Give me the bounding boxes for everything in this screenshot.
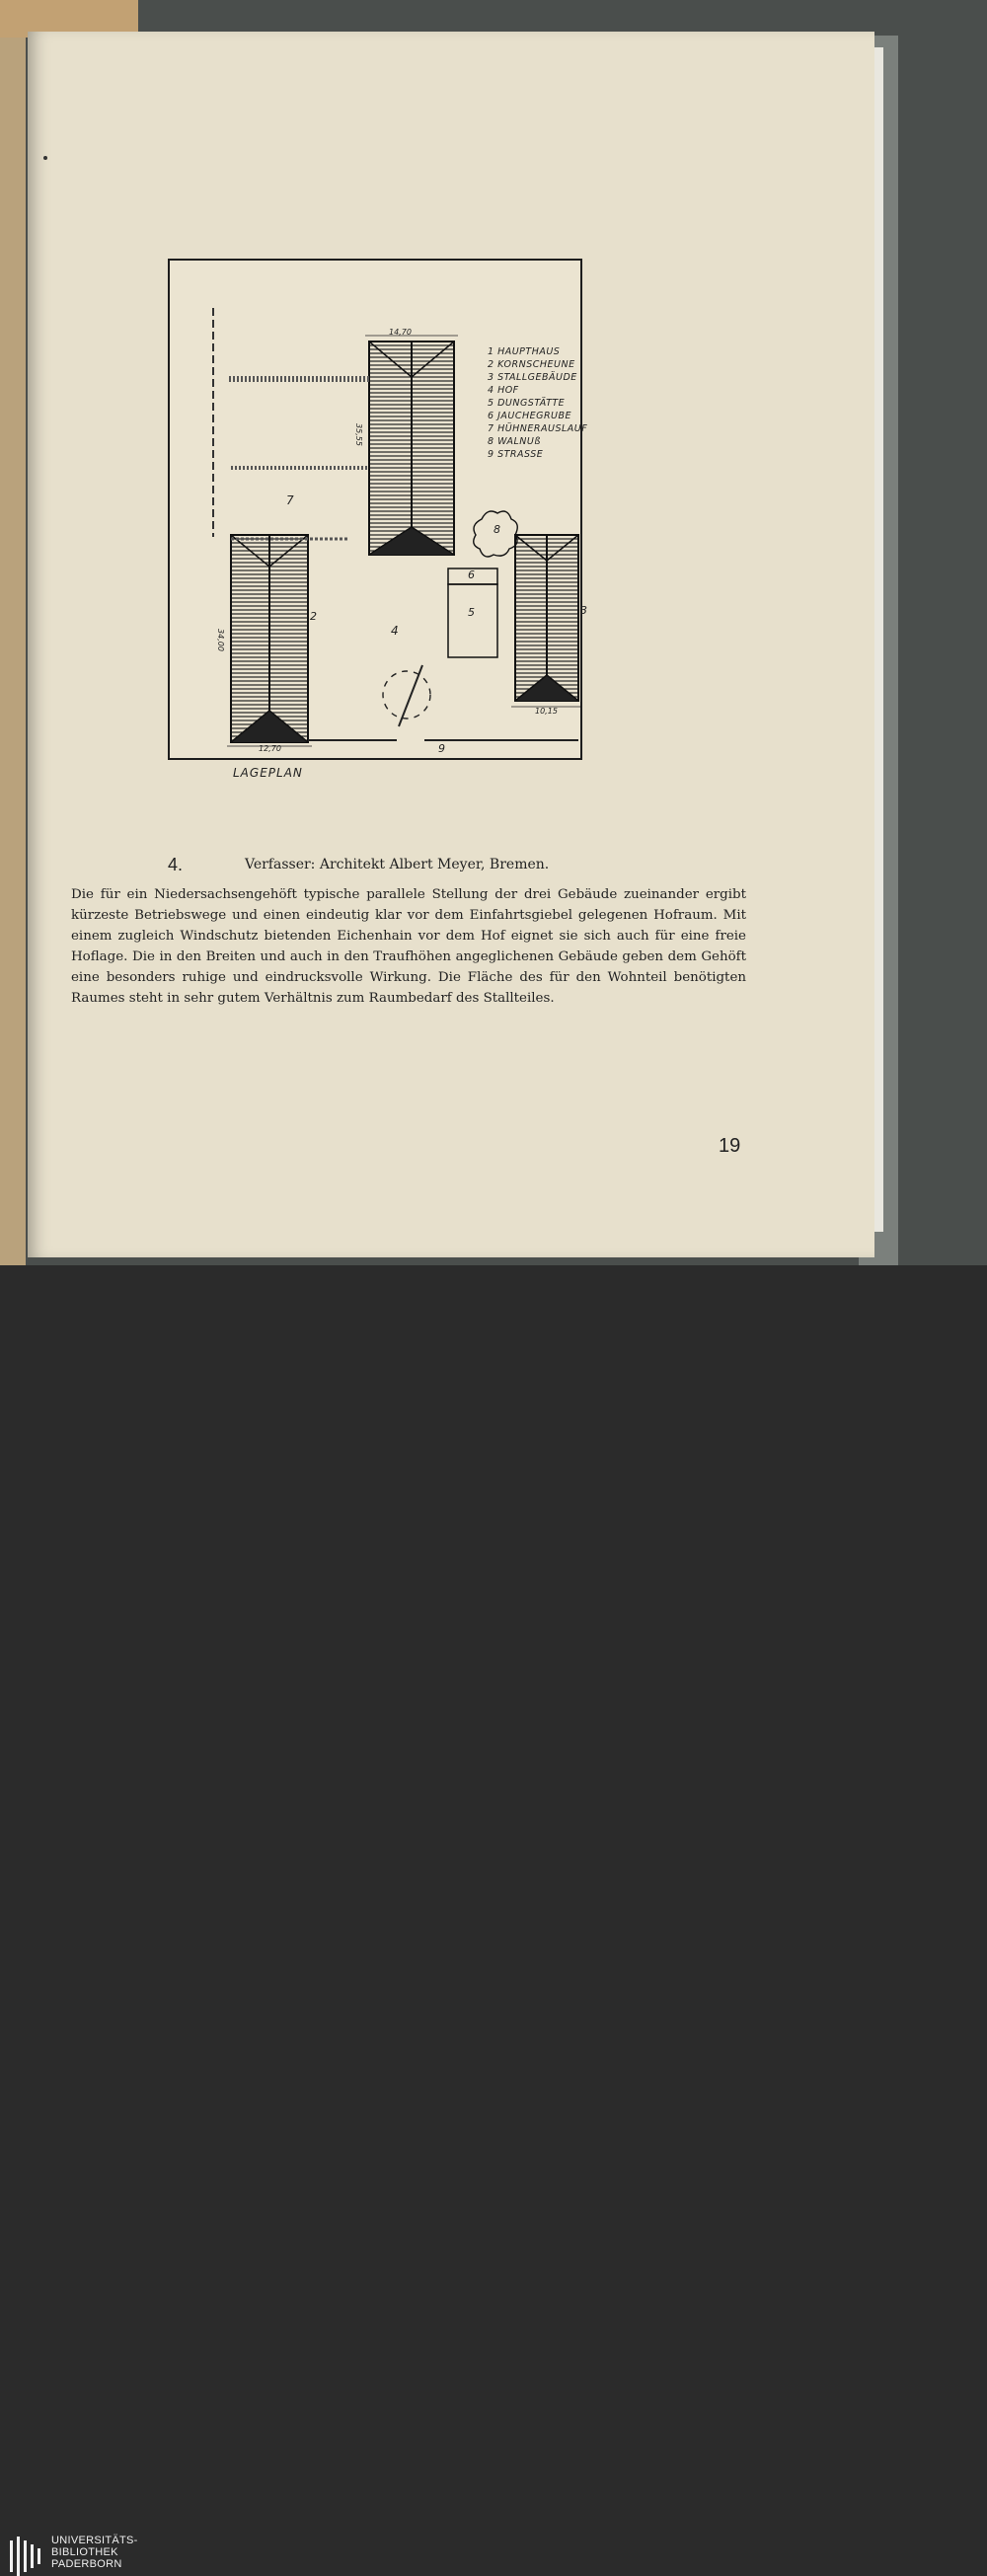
legend-item: 3 STALLGEBÄUDE <box>488 372 577 383</box>
library-logo-icon <box>8 2537 43 2576</box>
legend-item: 5 DUNGSTÄTTE <box>488 398 566 409</box>
site-plan-drawing <box>170 261 580 758</box>
library-name-line: UNIVERSITÄTS- <box>51 2535 138 2546</box>
dungstaette-outline <box>448 584 497 657</box>
legend-item: 2 KORNSCHEUNE <box>488 359 575 370</box>
figure-caption: Verfasser: Architekt Albert Meyer, Bremen. <box>245 857 550 872</box>
label-5: 5 <box>468 606 475 619</box>
label-2: 2 <box>310 610 317 623</box>
library-name <box>51 2535 138 2570</box>
building-kornscheune <box>231 535 308 742</box>
plan-legend <box>488 345 587 461</box>
label-4: 4 <box>391 624 399 638</box>
library-name-line: BIBLIOTHEK <box>51 2546 118 2558</box>
building-haupthaus <box>369 341 454 555</box>
dim-scheune-width: 12,70 <box>259 744 281 753</box>
label-3: 3 <box>580 604 587 617</box>
scan-background <box>0 0 987 1265</box>
dim-scheune-length: 34,00 <box>215 629 225 651</box>
library-name-line: PADERBORN <box>51 2558 122 2570</box>
label-7: 7 <box>286 493 294 507</box>
gate-bar <box>399 665 422 726</box>
legend-item: 4 HOF <box>488 385 519 396</box>
legend-item: 9 STRASSE <box>488 449 544 460</box>
legend-item: 1 HAUPTHAUS <box>488 346 561 357</box>
legend-item: 6 JAUCHEGRUBE <box>488 411 572 421</box>
body-paragraph: Die für ein Niedersachsengehöft typische parallele Stellung der drei Gebäude zueinander ergibt kürzeste Betriebswege und einen eindeutig klar vor dem Einfahrtsgiebel gelegenen Hofraum. Mit einem zugleich Windschutz bietenden Eichenhain vor dem Hof eignet sie sich auch für eine freie Hoflage. Die in den Breiten und auch in den Traufhöhen angeglichenen Gebäude geben dem Gehöft eine besonders ruhige und eindrucksvolle Wirkung. Die Fläche des für den Wohnteil benötigten Raumes steht in sehr gutem Verhältnis zum Raumbedarf des Stallteiles. <box>71 887 746 1006</box>
building-stallgebaeude <box>515 535 578 701</box>
dim-stall-width: 10,15 <box>535 707 558 716</box>
margin-mark <box>43 156 47 160</box>
label-8: 8 <box>494 523 500 536</box>
plan-title: LAGEPLAN <box>233 766 303 780</box>
label-6: 6 <box>468 568 475 581</box>
legend-item: 8 WALNUß <box>488 436 541 447</box>
legend-item: 7 HÜHNERAUSLAUF <box>488 423 588 434</box>
dim-haupthaus-width: 14,70 <box>389 328 412 337</box>
page-number: 19 <box>719 1135 741 1157</box>
dim-haupthaus-length: 35,55 <box>353 423 363 446</box>
label-9: 9 <box>438 742 445 755</box>
book-cover-left <box>0 0 26 1265</box>
gate-swing-circle <box>383 671 430 719</box>
figure-number: 4. <box>168 855 184 874</box>
site-plan-figure <box>168 259 587 760</box>
footer-bar <box>0 1265 987 2570</box>
